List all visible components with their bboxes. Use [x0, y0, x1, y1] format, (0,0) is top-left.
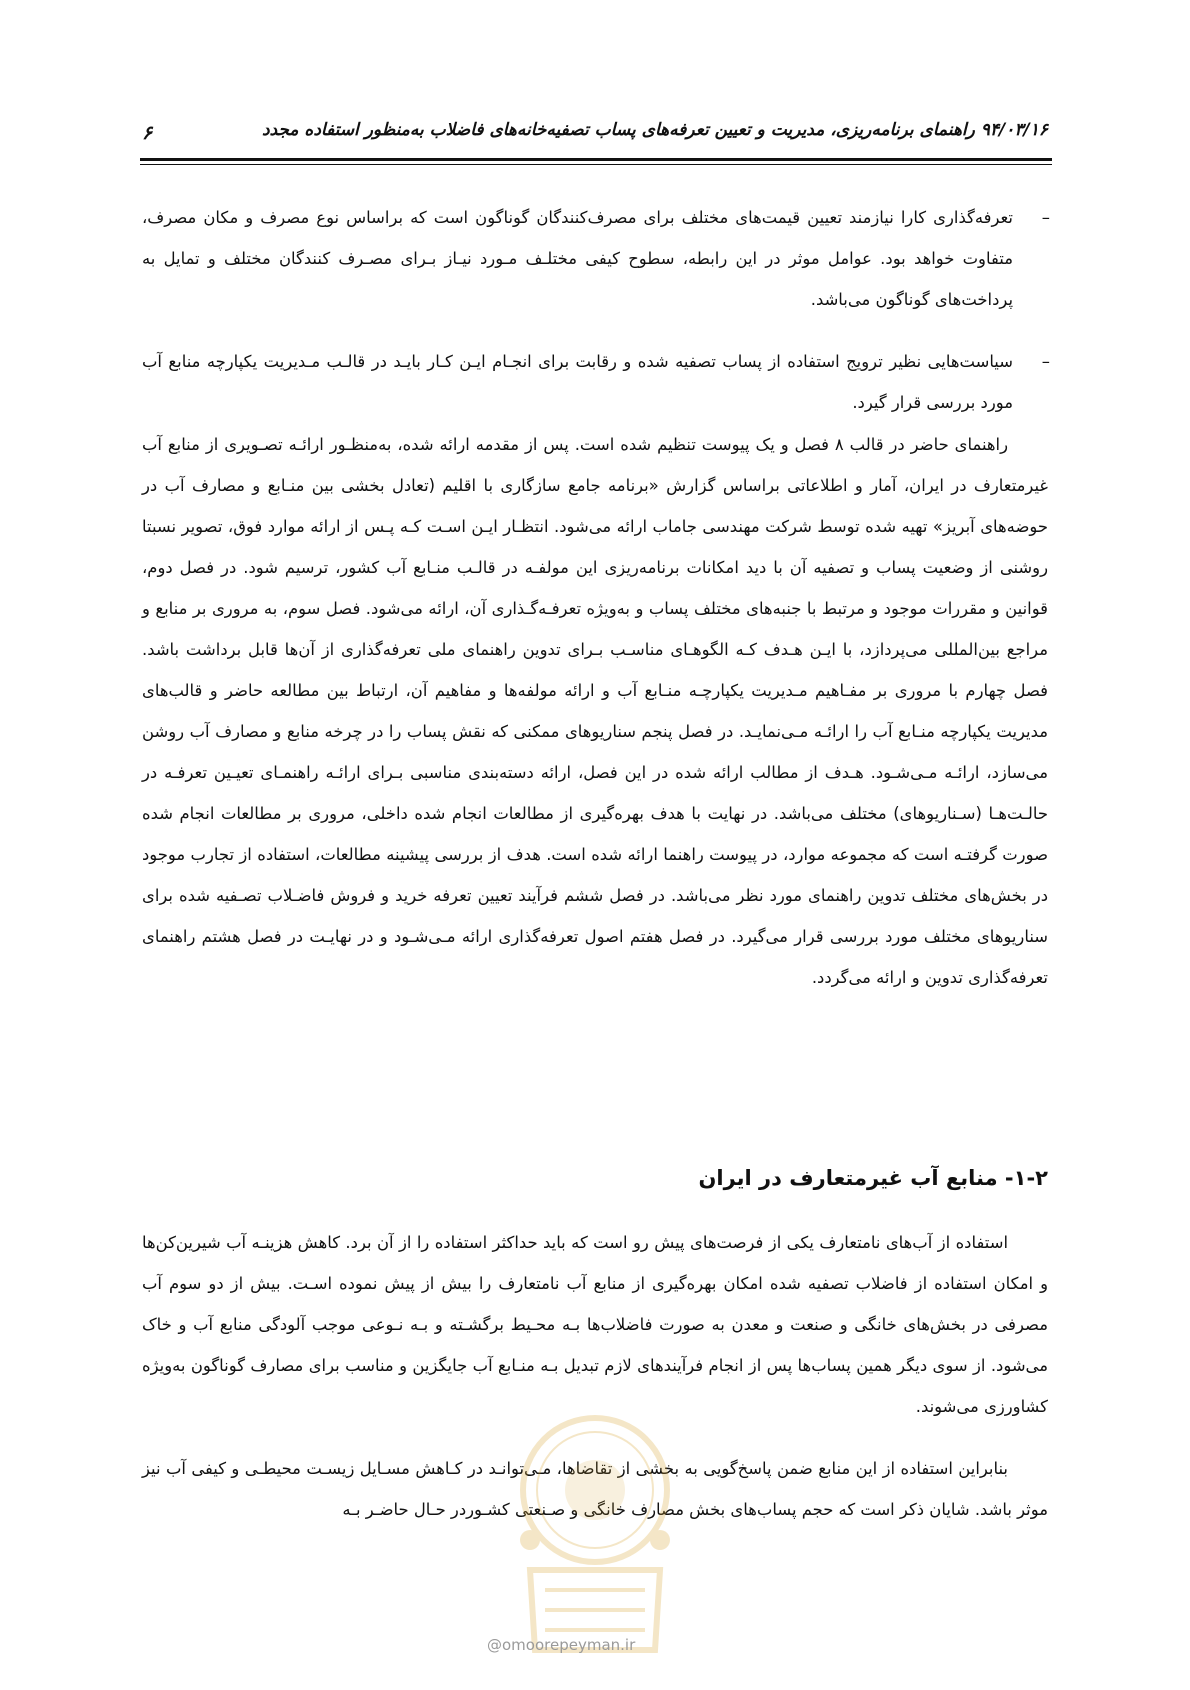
page-number: ۶ [142, 122, 153, 144]
intro-paragraph-block [142, 424, 1048, 998]
section-heading: ۱-۲- منابع آب غیرمتعارف در ایران [698, 1166, 1048, 1190]
header-rule-thin [140, 164, 1052, 165]
running-header-title: ۹۴/۰۳/۱۶ راهنمای برنامه‌ریزی، مدیریت و تعیین تعرفه‌های پساب تصفیه‌خانه‌های فاضلاب به‌منظور استفاده مجدد [261, 120, 1048, 140]
bullet-item [142, 197, 1050, 320]
bullet-text: سیاست‌هایی نظیر ترویج استفاده از پساب تصفیه شده و رقابت برای انجـام ایـن کـار بایـد در قالـب مـدیریت یکپارچه منابع آب مورد بررسی قرار گیرد. [142, 352, 1013, 412]
bullet-dash: – [1041, 208, 1050, 227]
bullet-dash: – [1041, 352, 1050, 371]
bullet-item [142, 341, 1050, 423]
section-paragraph-block [142, 1222, 1048, 1427]
section-paragraph-1: استفاده از آب‌های نامتعارف یکی از فرصت‌های پیش رو است که باید حداکثر استفاده را از آن برد. کاهش هزینـه آب شیرین‌کن‌ها و امکان استفاده از فاضلاب تصفیه شده امکان بهره‌گیری از منابع آب نامتعارف را بیش از پیش نموده اسـت. بیش از دو سوم آب مصرفی در بخش‌های خانگی و صنعت و معدن به صورت فاضلاب‌ها بـه محـیط برگشـته و بـه نـوعی موجب آلودگی منابع آب و خاک می‌شود. از سوی دیگر همین پساب‌ها پس از انجام فرآیندهای لازم تبدیل بـه منـابع آب جایگزین و مناسب برای مصارف گوناگون به‌ویژه کشاورزی می‌شوند. [142, 1233, 1048, 1416]
intro-paragraph: راهنمای حاضر در قالب ۸ فصل و یک پیوست تنظیم شده است. پس از مقدمه ارائه شده، به‌منظـور ارائـه تصـویری از منابع آب غیرمتعارف در ایران، آمار و اطلاعاتی براساس گزارش «برنامه جامع سازگاری با اقلیم (تعادل بخشی بین منـابع و مصارف آب در حوضه‌های آبریز» تهیه شده توسط شرکت مهندسی جاماب ارائه می‌شود. انتظـار ایـن اسـت کـه پـس از ارائه موارد فوق، تصویر نسبتا روشنی از وضعیت پساب و تصفیه آن با دید امکانات برنامه‌ریزی این مولفـه در قالـب منـابع آب کشور، ترسیم شود. در فصل دوم، قوانین و مقررات موجود و مرتبط با جنبه‌های مختلف پساب و به‌ویژه تعرفـه‌گـذاری آن، ارائه می‌شود. فصل سوم، به مروری بر منابع و مراجع بین‌المللی می‌پردازد، با ایـن هـدف کـه الگوهـای مناسـب بـرای تدوین راهنمای ملی تعرفه‌گذاری از آن‌ها قابل برداشت باشد. فصل چهارم با مروری بر مفـاهیم مـدیریت یکپارچـه منـابع آب و ارائه مولفه‌ها و مفاهیم آن، ارتباط بین مطالعه حاضر و قالب‌های مدیریت یکپارچه منـابع آب را ارائـه مـی‌نمایـد. در فصل پنجم سناریوهای ممکنی که نقش پساب را در چرخه منابع و مصارف آب روشن می‌سازد، ارائـه مـی‌شـود. هـدف از مطالب ارائه شده در این فصل، ارائه دسته‌بندی مناسبی بـرای ارائـه راهنمـای تعیـین تعرفـه در حالـت‌هـا (سـناریوهای) مختلف می‌باشد. در نهایت با هدف بهره‌گیری از مطالعات انجام شده داخلی، مروری بر مطالعات انجام شده صورت گرفتـه است که مجموعه موارد، در پیوست راهنما ارائه شده است. هدف از بررسی پیشینه مطالعات، استفاده از تجارب موجود در بخش‌های مختلف تدوین راهنمای مورد نظر می‌باشد. در فصل ششم فرآیند تعیین تعرفه خرید و فروش فاضـلاب تصـفیه شده برای سناریوهای مختلف مورد بررسی قرار می‌گیرد. در فصل هفتم اصول تعرفه‌گذاری ارائه مـی‌شـود و در نهایـت در فصل هشتم راهنمای تعرفه‌گذاری تدوین و ارائه می‌گردد. [142, 435, 1048, 987]
watermark-url: @omoorepeyman.ir [487, 1636, 636, 1654]
bullet-text: تعرفه‌گذاری کارا نیازمند تعیین قیمت‌های مختلف برای مصرف‌کنندگان گوناگون است که براساس نوع مصرف و مکان مصرف، متفاوت خواهد بود. عوامل موثر در این رابطه، سطوح کیفی مختلـف مـورد نیـاز بـرای مصـرف کنندگان مختلف و تمایل به پرداخت‌های گوناگون می‌باشد. [142, 208, 1013, 309]
header-rule [140, 158, 1052, 161]
section-paragraph-block-2 [142, 1448, 1048, 1530]
section-paragraph-2: بنابراین استفاده از این منابع ضمن پاسخ‌گویی به بخشی از تقاضاها، مـی‌توانـد در کـاهش مسـایل زیسـت محیطـی و کیفی آب نیز موثر باشد. شایان ذکر است که حجم پساب‌های بخش مصارف خانگی و صـنعتی کشـوردر حـال حاضـر بـه [142, 1459, 1048, 1519]
